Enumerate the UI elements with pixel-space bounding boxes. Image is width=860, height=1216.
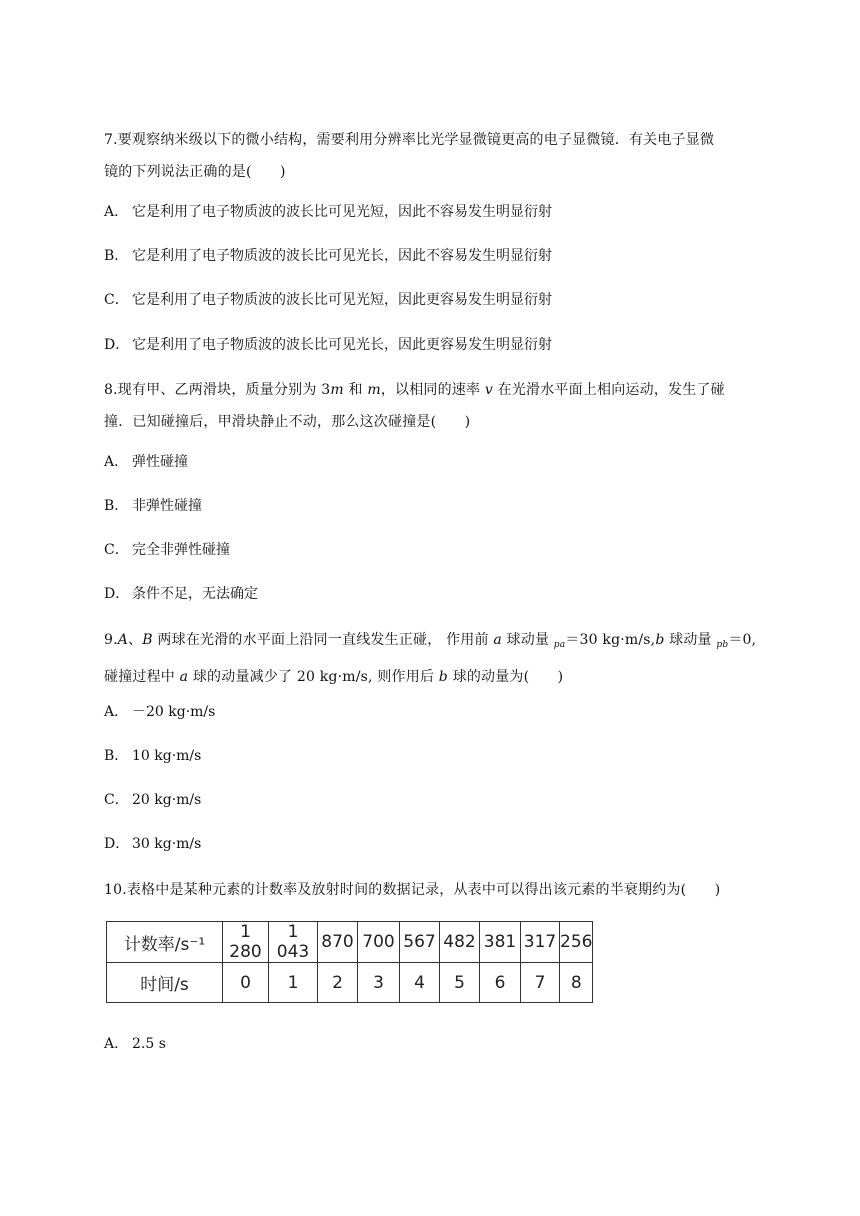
- math-var: m: [367, 382, 381, 398]
- option-letter: C．: [104, 542, 129, 558]
- option-text: 它是利用了电子物质波的波长比可见光短，因此更容易发生明显衍射: [132, 292, 552, 308]
- option-text: 2.5 s: [132, 1036, 166, 1052]
- question-8-line-1: [104, 374, 764, 406]
- row-header-time: 时间/s: [107, 963, 223, 1003]
- text-run: 在光滑水平面上相向运动，发生了碰: [492, 382, 725, 398]
- math-var: A: [117, 632, 129, 648]
- table-cell: 1 043: [269, 922, 318, 963]
- text-run: 和: [343, 382, 368, 398]
- table-cell: 2: [318, 963, 358, 1003]
- option-letter: B．: [104, 248, 129, 264]
- math-var: m: [330, 382, 344, 398]
- table-cell: 567: [400, 922, 440, 963]
- text-run: 球的动量减少了 20 kg·m/s, 则作用后: [188, 669, 439, 685]
- question-9-option-c: [104, 790, 201, 810]
- option-letter: C．: [104, 792, 129, 808]
- question-9-option-a: [104, 702, 215, 722]
- table-row-time: [107, 963, 593, 1003]
- question-8-option-d: [104, 584, 258, 604]
- question-9-line-2: [104, 661, 764, 693]
- text-run: 9.: [104, 632, 118, 648]
- table-cell: 3: [358, 963, 400, 1003]
- table-cell: 700: [358, 922, 400, 963]
- table-cell: 870: [318, 922, 358, 963]
- option-text: 非弹性碰撞: [132, 498, 202, 514]
- option-letter: A．: [104, 1036, 129, 1052]
- text-run: ＝30 kg·m/s,: [565, 632, 656, 648]
- table-cell: 1: [269, 963, 318, 1003]
- option-letter: C．: [104, 292, 129, 308]
- option-text: 完全非弹性碰撞: [132, 542, 230, 558]
- option-text: 它是利用了电子物质波的波长比可见光长，因此不容易发生明显衍射: [132, 248, 552, 264]
- question-7-option-a: [104, 202, 552, 222]
- decay-data-table: [106, 921, 593, 1003]
- option-letter: D．: [104, 337, 130, 353]
- question-8-line-2: 撞．已知碰撞后，甲滑块静止不动，那么这次碰撞是( ): [104, 414, 471, 430]
- option-letter: D．: [104, 836, 130, 852]
- question-10-option-a: [104, 1034, 166, 1054]
- question-7-line-1: 7.要观察纳米级以下的微小结构，需要利用分辨率比光学显微镜更高的电子显微镜．有关电子显微: [104, 132, 715, 148]
- option-text: 条件不足，无法确定: [132, 586, 258, 602]
- math-var: a: [179, 669, 189, 685]
- text-run: 8.现有甲、乙两滑块，质量分别为 3: [104, 382, 331, 398]
- table-cell: 482: [440, 922, 480, 963]
- option-text: 弹性碰撞: [132, 454, 188, 470]
- row-header-count-rate: 计数率/s⁻¹: [107, 922, 223, 963]
- table-cell: 1 280: [223, 922, 269, 963]
- question-7-stem: [104, 124, 764, 188]
- table-cell: 5: [440, 963, 480, 1003]
- text-run: 球的动量为( ): [447, 669, 564, 685]
- question-7-option-d: [104, 335, 552, 355]
- option-text: 20 kg·m/s: [132, 792, 202, 808]
- table-row-count-rate: [107, 922, 593, 963]
- table-cell: 6: [480, 963, 521, 1003]
- math-var: a: [493, 632, 502, 648]
- math-subscript: pa: [553, 640, 566, 650]
- option-letter: A．: [104, 454, 129, 470]
- option-letter: D．: [104, 586, 130, 602]
- text-run: 球动量: [664, 632, 717, 648]
- text-run: 碰撞过程中: [104, 669, 180, 685]
- question-7-option-b: [104, 246, 552, 266]
- question-9-line-1: [104, 624, 764, 661]
- text-run: ＝0,: [728, 632, 757, 648]
- question-8-option-a: [104, 452, 188, 472]
- math-subscript: pb: [716, 640, 729, 650]
- option-text: －20 kg·m/s: [132, 704, 216, 720]
- math-var: v: [484, 382, 493, 398]
- table-cell: 4: [400, 963, 440, 1003]
- table-cell: 381: [480, 922, 521, 963]
- question-9-option-d: [104, 834, 201, 854]
- math-var: b: [438, 669, 448, 685]
- question-10-stem: [104, 874, 784, 906]
- question-8-option-c: [104, 540, 230, 560]
- option-letter: A．: [104, 204, 129, 220]
- math-var: B: [142, 632, 153, 648]
- table-cell: 8: [560, 963, 593, 1003]
- table-cell: 0: [223, 963, 269, 1003]
- question-10-line-1: 10.表格中是某种元素的计数率及放射时间的数据记录，从表中可以得出该元素的半衰期约为( ): [104, 882, 721, 898]
- option-letter: A．: [104, 704, 129, 720]
- table-cell: 317: [521, 922, 560, 963]
- question-9-stem: [104, 624, 764, 693]
- option-letter: B．: [104, 498, 129, 514]
- table-cell: 7: [521, 963, 560, 1003]
- question-9-option-b: [104, 746, 201, 766]
- question-8-option-b: [104, 496, 202, 516]
- math-var: b: [655, 632, 665, 648]
- text-run: 两球在光滑的水平面上沿同一直线发生正碰， 作用前: [152, 632, 494, 648]
- text-run: 球动量: [501, 632, 554, 648]
- table-cell: 256: [560, 922, 593, 963]
- option-text: 它是利用了电子物质波的波长比可见光短，因此不容易发生明显衍射: [132, 204, 552, 220]
- text-run: ，以相同的速率: [380, 382, 485, 398]
- option-letter: B．: [104, 748, 129, 764]
- question-7-line-2: 镜的下列说法正确的是( ): [104, 164, 286, 180]
- question-8-stem: [104, 374, 764, 438]
- question-7-option-c: [104, 290, 552, 310]
- text-run: 、: [128, 632, 143, 648]
- option-text: 10 kg·m/s: [132, 748, 202, 764]
- option-text: 它是利用了电子物质波的波长比可见光长，因此更容易发生明显衍射: [132, 337, 552, 353]
- option-text: 30 kg·m/s: [132, 836, 202, 852]
